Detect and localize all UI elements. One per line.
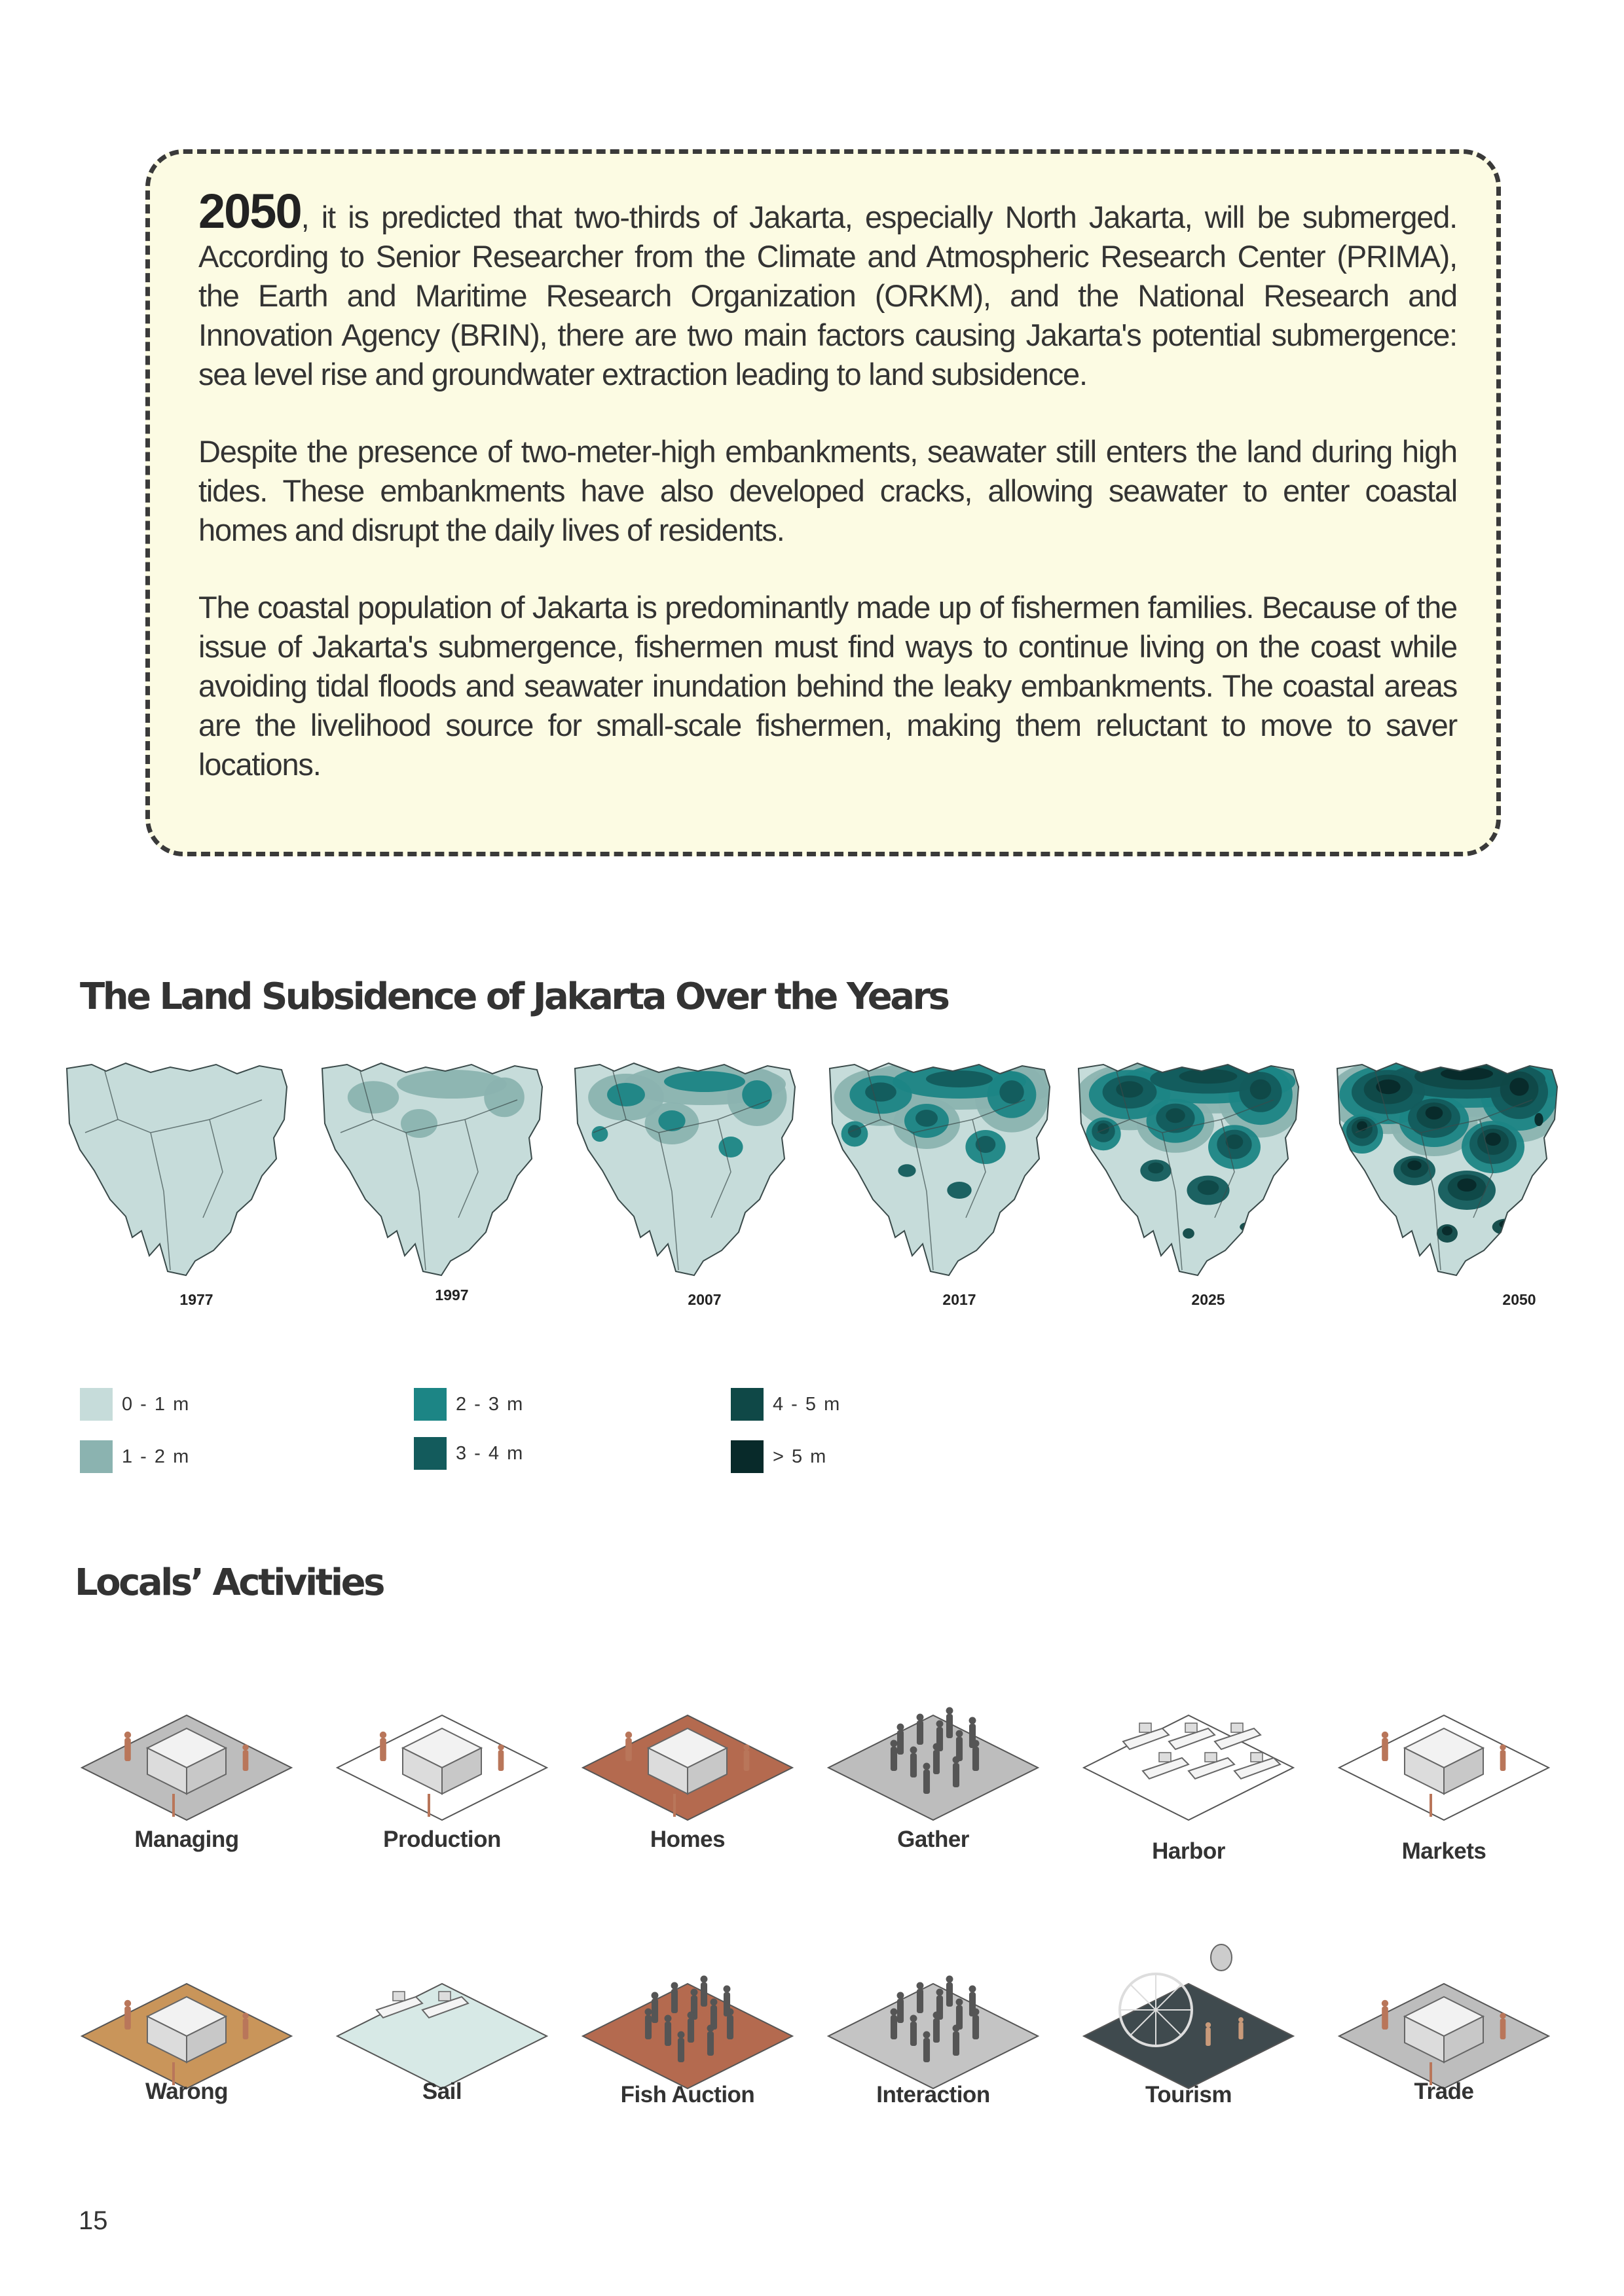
map-year-label: 1977	[179, 1291, 213, 1308]
legend-label: 4 - 5 m	[773, 1393, 841, 1415]
subsidence-title: The Land Subsidence of Jakarta Over the Years	[80, 975, 948, 1018]
activity-managing	[75, 1663, 304, 1833]
legend-item	[731, 1388, 841, 1421]
subsidence-map-2050	[1336, 1061, 1565, 1309]
activity-interaction	[822, 1931, 1051, 2102]
legend-swatch	[80, 1388, 113, 1421]
activity-fish-auction	[576, 1931, 805, 2102]
intro-year: 2050	[198, 184, 301, 238]
subsidence-map-2007	[574, 1061, 803, 1309]
map-year-label: 2007	[688, 1291, 722, 1308]
legend-item	[731, 1440, 827, 1473]
legend-swatch	[414, 1388, 447, 1421]
intro-paragraph-3: The coastal population of Jakarta is predominantly made up of fishermen families. Because of the issue of Jakarta's submergence, fishermen must find ways to continue living on the coast while avoiding tidal floods and seawater inundation behind the leaky embankments. The coastal areas are the livelihood source for small-scale fishermen, making them reluctant to move to saver locations.	[198, 590, 1457, 782]
legend-item	[80, 1388, 190, 1421]
subsidence-map-1977	[65, 1061, 295, 1309]
activity-label: Warong	[145, 2079, 228, 2104]
map-year-label: 2017	[942, 1291, 976, 1308]
intro-box	[145, 149, 1501, 856]
legend-swatch	[414, 1437, 447, 1470]
activity-label: Tourism	[1145, 2082, 1232, 2107]
legend-label: 3 - 4 m	[456, 1442, 525, 1464]
intro-paragraph-2: Despite the presence of two-meter-high embankments, seawater still enters the land during high tides. These embankments have also developed cracks, allowing seawater to enter coastal homes and disrupt the daily lives of residents.	[198, 434, 1457, 547]
activity-markets	[1333, 1663, 1562, 1833]
activity-production	[331, 1663, 560, 1833]
map-year-label: 2050	[1502, 1291, 1536, 1308]
subsidence-map-2017	[828, 1061, 1058, 1309]
legend-swatch	[731, 1440, 764, 1473]
subsidence-maps	[65, 1061, 1572, 1309]
subsidence-map-1997	[321, 1061, 550, 1309]
activity-sail	[331, 1931, 560, 2102]
activity-label: Trade	[1414, 2079, 1474, 2104]
legend-label: 1 - 2 m	[122, 1446, 191, 1467]
map-year-label: 1997	[435, 1286, 469, 1303]
activity-label: Sail	[422, 2079, 462, 2104]
legend-item	[80, 1440, 190, 1473]
activity-label: Interaction	[876, 2082, 990, 2107]
activity-gather	[822, 1663, 1051, 1833]
intro-paragraph-1-text: , it is predicted that two-thirds of Jakarta, especially North Jakarta, will be submerged. According to Senior Researcher from the Climate and Atmospheric Research Center (PRIMA), the Earth and Maritime Research Organization (ORKM), and the National Research and Innovation Agency (BRIN), there are two main factors causing Jakarta's potential submergence: sea level rise and groundwater extraction leading to land subsidence.	[198, 200, 1457, 392]
activity-label: Production	[383, 1827, 501, 1852]
activity-label: Markets	[1401, 1838, 1486, 1864]
legend-swatch	[80, 1440, 113, 1473]
activity-label: Harbor	[1152, 1838, 1225, 1864]
legend-label: 2 - 3 m	[456, 1393, 525, 1415]
legend-label: 0 - 1 m	[122, 1393, 191, 1415]
legend-item	[414, 1388, 524, 1421]
map-year-label: 2025	[1191, 1291, 1225, 1308]
activity-label: Homes	[650, 1827, 726, 1852]
legend-item	[414, 1437, 524, 1470]
subsidence-map-2025	[1077, 1061, 1306, 1309]
activity-trade	[1333, 1931, 1562, 2102]
activity-warong	[75, 1931, 304, 2102]
legend-label: > 5 m	[773, 1446, 828, 1467]
activity-label: Fish Auction	[620, 2082, 755, 2107]
activities-title: Locals’ Activities	[75, 1561, 383, 1604]
legend-swatch	[731, 1388, 764, 1421]
activity-harbor	[1077, 1663, 1306, 1833]
intro-paragraph-1	[198, 184, 1457, 394]
activity-tourism	[1077, 1931, 1306, 2102]
activity-homes	[576, 1663, 805, 1833]
activity-label: Gather	[897, 1827, 969, 1852]
page-number: 15	[79, 2206, 108, 2235]
activity-label: Managing	[134, 1827, 239, 1852]
